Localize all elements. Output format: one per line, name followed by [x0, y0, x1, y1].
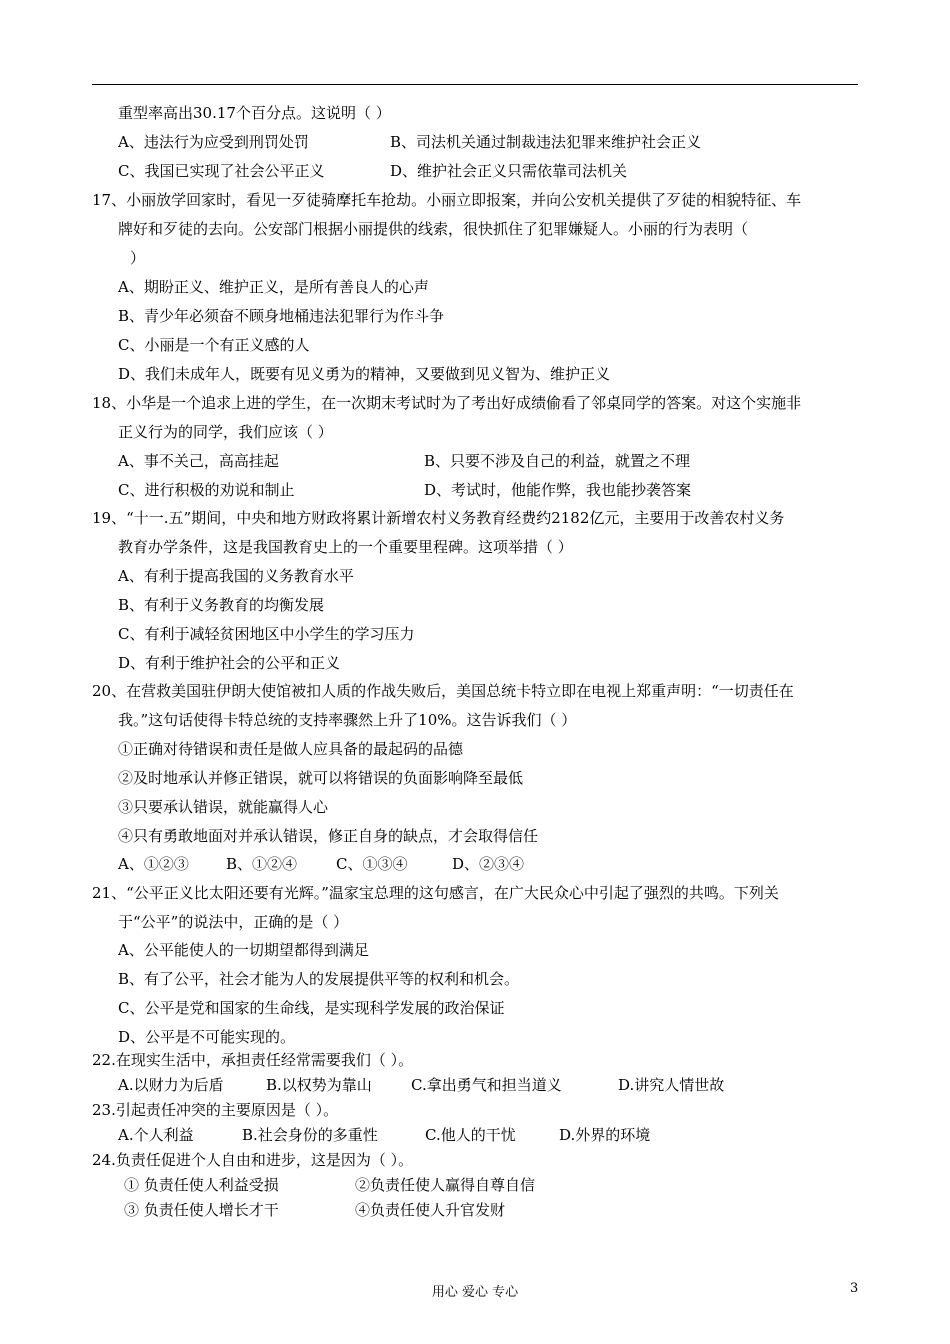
q20-option-d: D、②③④ [452, 855, 525, 873]
q19-option-b: B、有利于义务教育的均衡发展 [118, 596, 325, 614]
q21-stem-line1: 21、“公平正义比太阳还要有光辉。”温家宝总理的这句感言，在广大民众心中引起了强烈的共鸣。下列关 [92, 884, 779, 902]
q18-stem-line2: 正义行为的同学，我们应该（ ） [118, 423, 333, 441]
q20-option-b: B、①②④ [226, 855, 298, 873]
q20-statement-3: ③只要承认错误，就能赢得人心 [118, 798, 329, 816]
q23-option-b: B.社会身份的多重性 [242, 1126, 378, 1144]
q17-stem-line2: 牌好和歹徒的去向。公安部门根据小丽提供的线索，很快抓住了犯罪嫌疑人。小丽的行为表明（ [118, 220, 749, 238]
q24-statement-3: ③ 负责任使人增长才干 [124, 1201, 279, 1219]
q19-stem-line1: 19、“十一.五”期间，中央和地方财政将累计新增农村义务教育经费约2182亿元，主要用于改善农村义务 [92, 509, 785, 527]
page-footer: 用心 爱心 专心 [431, 1285, 519, 1300]
q18-option-a: A、事不关己，高高挂起 [118, 452, 279, 470]
q16-option-a: A、违法行为应受到刑罚处罚 [118, 133, 309, 151]
q23-option-a: A.个人利益 [118, 1126, 194, 1144]
q18-stem-line1: 18、小华是一个追求上进的学生，在一次期末考试时为了考出好成绩偷看了邻桌同学的答案。对这个实施非 [92, 394, 802, 412]
q20-statement-1: ①正确对待错误和责任是做人应具备的最起码的品德 [118, 740, 464, 758]
q20-statement-4: ④只有勇敢地面对并承认错误，修正自身的缺点，才会取得信任 [118, 827, 539, 845]
q19-option-c: C、有利于减轻贫困地区中小学生的学习压力 [118, 625, 415, 643]
q17-option-c: C、小丽是一个有正义感的人 [118, 336, 310, 354]
q20-stem-line1: 20、在营救美国驻伊朗大使馆被扣人质的作战失败后，美国总统卡特立即在电视上郑重声明：“一切责任在 [92, 682, 794, 700]
q21-option-b: B、有了公平，社会才能为人的发展提供平等的权利和机会。 [118, 970, 520, 988]
q24-statement-2: ②负责任使人赢得自尊自信 [355, 1176, 536, 1194]
q21-option-d: D、公平是不可能实现的。 [118, 1028, 296, 1046]
q24-stem: 24.负责任促进个人自由和进步，这是因为（ ）。 [92, 1151, 414, 1169]
q17-option-d: D、我们未成年人，既要有见义勇为的精神，又要做到见义智为、维护正义 [118, 365, 611, 383]
q21-option-a: A、公平能使人的一切期望都得到满足 [118, 941, 369, 959]
q16-option-c: C、我国已实现了社会公平正义 [118, 162, 325, 180]
q22-stem: 22.在现实生活中，承担责任经常需要我们（ ）。 [92, 1051, 414, 1069]
q21-option-c: C、公平是党和国家的生命线，是实现科学发展的政治保证 [118, 999, 505, 1017]
q20-statement-2: ②及时地承认并修正错误，就可以将错误的负面影响降至最低 [118, 769, 524, 787]
q23-option-c: C.他人的干忧 [425, 1126, 516, 1144]
q16-option-b: B、司法机关通过制裁违法犯罪来维护社会正义 [390, 133, 702, 151]
q22-option-c: C.拿出勇气和担当道义 [411, 1076, 562, 1094]
page-number: 3 [850, 1281, 859, 1296]
q16-continuation: 重型率高出30.17个百分点。这说明（ ） [118, 104, 391, 122]
q22-option-a: A.以财力为后盾 [118, 1076, 224, 1094]
header-rule [92, 84, 858, 85]
q18-option-d: D、考试时，他能作弊，我也能抄袭答案 [424, 481, 692, 499]
q21-stem-line2: 于“公平”的说法中，正确的是（ ） [118, 913, 349, 931]
q20-option-a: A、①②③ [118, 855, 189, 873]
q17-option-a: A、期盼正义、维护正义，是所有善良人的心声 [118, 278, 429, 296]
q23-option-d: D.外界的环境 [559, 1126, 651, 1144]
q20-stem-line2: 我。”这句话使得卡特总统的支持率骤然上升了10%。这告诉我们（ ） [118, 711, 577, 729]
q17-stem-line3: ） [130, 249, 146, 267]
q17-option-b: B、青少年必须奋不顾身地桶违法犯罪行为作斗争 [118, 307, 445, 325]
q19-option-a: A、有利于提高我国的义务教育水平 [118, 567, 354, 585]
q22-option-d: D.讲究人情世故 [618, 1076, 725, 1094]
q16-option-d: D、维护社会正义只需依靠司法机关 [390, 162, 628, 180]
q23-stem: 23.引起责任冲突的主要原因是（ ）。 [92, 1101, 339, 1119]
q17-stem-line1: 17、小丽放学回家时，看见一歹徒骑摩托车抢劫。小丽立即报案，并向公安机关提供了歹徒的相貌特征、车 [92, 191, 802, 209]
q24-statement-4: ④负责任使人升官发财 [355, 1201, 506, 1219]
q20-option-c: C、①③④ [336, 855, 408, 873]
q19-option-d: D、有利于维护社会的公平和正义 [118, 654, 341, 672]
q22-option-b: B.以权势为靠山 [266, 1076, 372, 1094]
q18-option-b: B、只要不涉及自己的利益，就置之不理 [424, 452, 691, 470]
q24-statement-1: ① 负责任使人利益受损 [124, 1176, 279, 1194]
q19-stem-line2: 教育办学条件，这是我国教育史上的一个重要里程碑。这项举措（ ） [118, 538, 573, 556]
q18-option-c: C、进行积极的劝说和制止 [118, 481, 295, 499]
